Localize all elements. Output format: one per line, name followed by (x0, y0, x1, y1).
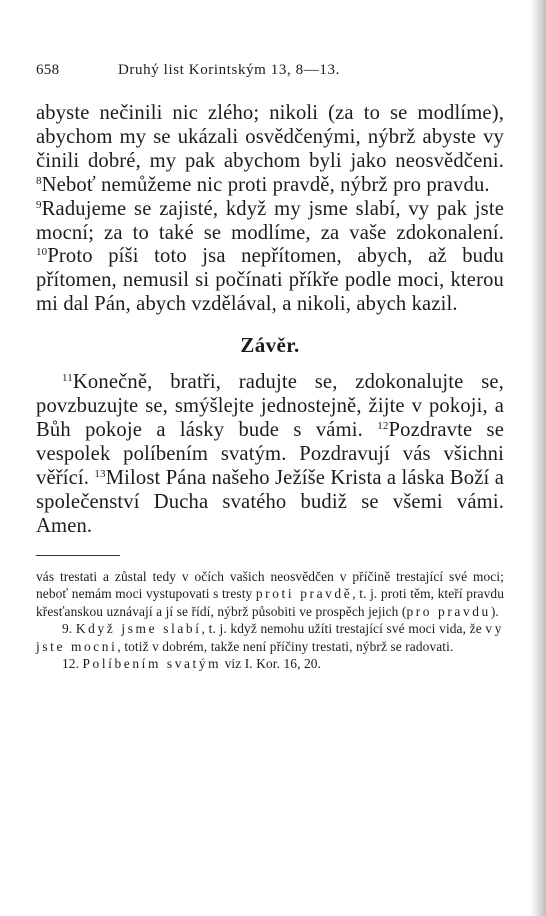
verse-number-11: 11 (62, 372, 73, 385)
main-text (36, 102, 504, 539)
footnote-12 (36, 655, 504, 673)
verse-number-12: 12 (377, 419, 389, 432)
running-title: Druhý list Korintským 13, 8—13. (118, 62, 340, 78)
paragraph-verse-9 (36, 198, 504, 318)
note-label: 12. (62, 656, 83, 672)
note-text: viz I. Kor. 16, 20. (221, 656, 322, 672)
note-spaced-text: proti pravdě (255, 586, 353, 602)
text-segment: Radujeme se zajisté, když my jsme slabí, vy pak jste mocní; za to také se modlíme, za vaše zdokonalení. (36, 197, 504, 244)
paragraph-verse-11 (36, 371, 504, 538)
page-edge-shadow (530, 0, 546, 916)
section-heading: Závěr. (240, 333, 300, 358)
text-segment: abyste nečinili nic zlého; nikoli (za to se modlíme), abychom my se ukázali osvědčenými, nýbrž abyste vy činili dobré, my pak abychom byli jako neosvědčeni. (36, 102, 504, 172)
footnotes (36, 568, 504, 674)
note-spaced-text: pro pravdu (406, 603, 491, 619)
note-label: 9. (62, 621, 76, 637)
text-segment: Milost Pána našeho Ježíše Krista a láska Boží a společenství Ducha svatého budiž se všemi vámi. Amen. (36, 466, 504, 537)
text-segment: Proto píši toto jsa nepřítomen, abych, až budu přítomen, nemusil si počínati příkře podle moci, kterou mi dal Pán, abych vzdělával, a nikoli, abych kazil. (36, 245, 504, 316)
text-segment: Pozdravte se vespolek políbením svatým. Pozdravují vás všichni věřící. (36, 418, 504, 489)
note-text: , totiž v dobrém, takže není příčiny trestati, nýbrž se radovati. (117, 638, 454, 654)
note-text: vás trestati a zůstal tedy v očích vašich neosvědčen v příčině trestající své moci; neboť nemám moci vystupovati s tresty (36, 568, 504, 602)
page-number: 658 (36, 62, 60, 78)
note-spaced-text: Když jsme slabí (75, 621, 202, 637)
paragraph-continuation (36, 102, 504, 198)
note-text: , t. j. když nemohu užíti trestající své moci vida, že (201, 621, 486, 637)
verse-number-13: 13 (94, 467, 106, 480)
note-spaced-text: Políbením svatým (82, 656, 222, 672)
note-text: , t. j. proti těm, kteří pravdu křesťanskou uznávají a jí se řídí, nýbrž působiti ve prospěch jejich ( (36, 586, 504, 619)
footnote-9 (36, 620, 504, 655)
verse-number-8: 8 (36, 174, 42, 187)
text-segment: Neboť nemůžeme nic proti pravdě, nýbrž pro pravdu. (41, 173, 490, 196)
note-text: ). (490, 603, 499, 619)
footnote-continuation (36, 568, 504, 621)
page-header (36, 62, 504, 92)
note-spaced-text: vy jste mocni (36, 621, 504, 654)
footnote-divider (36, 555, 120, 556)
verse-number-10: 10 (36, 246, 48, 259)
book-page (36, 62, 504, 673)
verse-number-9: 9 (36, 198, 42, 211)
text-segment: Konečně, bratři, radujte se, zdokonalujte se, povzbuzujte se, smýšlejte jednostejně, žijte v pokoji, a Bůh pokoje a lásky bude s vámi. (36, 371, 504, 441)
